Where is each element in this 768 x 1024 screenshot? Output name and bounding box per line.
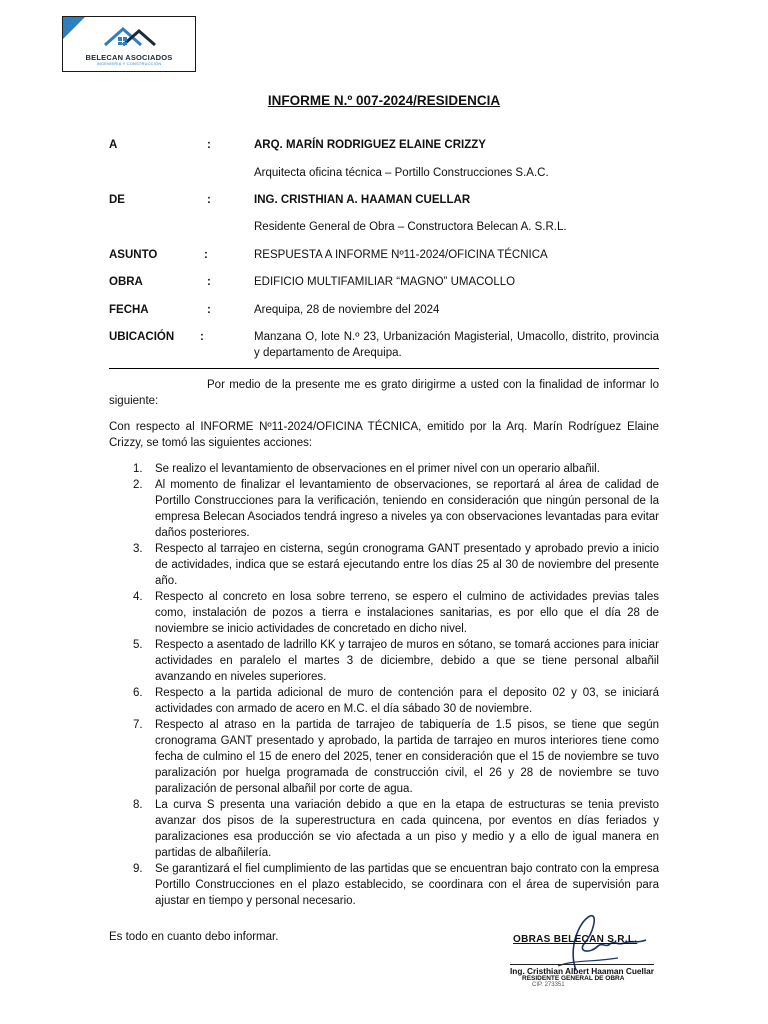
action-item-text: Respecto al tarrajeo en cisterna, según cronograma GANT presentado y aprobado previo a inicio de actividades, indica que se estará ejecutando entre los días 25 al 30 de noviembre del presente año. [155, 543, 659, 587]
colon: : [207, 194, 211, 206]
value-de-sub: Residente General de Obra – Constructora Belecan A. S.R.L. [254, 221, 567, 233]
signature-role: RESIDENTE GENERAL DE OBRA [522, 975, 625, 982]
action-item-text: Se garantizará el fiel cumplimiento de las partidas que se encuentran bajo contrato con la empresa Portillo Construcciones en el plazo establecido, se coordinara con el área de supervisión para ajustar en tiempo y personal necesario. [155, 863, 659, 907]
label-de: DE [109, 194, 125, 206]
action-item-text: Respecto al atraso en la partida de tarrajeo de tabiquería de 1.5 pisos, se tiene que según cronograma GANT presentado y aprobado, la partida de tarrajeo en muros interiores tiene como fecha de culmino el 15 de enero del 2025, tener en consideración que el 15 de noviembre se tuvo paralización por huelga programada de construcción civil, el 26 y 28 de noviembre se tuvo paralización de personal albañil por corte de agua. [155, 719, 659, 795]
value-de: ING. CRISTHIAN A. HAAMAN CUELLAR [254, 194, 471, 206]
action-list [109, 461, 659, 909]
colon: : [207, 139, 211, 151]
action-item-number: 4. [133, 591, 143, 603]
label-fecha: FECHA [109, 304, 149, 316]
action-item-number: 9. [133, 863, 143, 875]
action-item-number: 7. [133, 719, 143, 731]
action-item-number: 1. [133, 463, 143, 475]
action-item [109, 685, 659, 717]
action-item [109, 717, 659, 797]
label-ubicacion: UBICACIÓN [109, 331, 175, 343]
label-asunto: ASUNTO [109, 249, 158, 261]
signature-company: OBRAS BELECAN S.R.L. [513, 934, 638, 945]
action-item-text: La curva S presenta una variación debido a que en la etapa de estructuras se tenia previsto avanzar dos pisos de la superestructura en cada quincena, por eventos en días feriados y paralizaciones esa producción se vio afectada a un piso y medio y a ello de igual manera en partidas de albañilería. [155, 799, 659, 859]
house-roof-icon [103, 23, 159, 51]
action-item-text: Respecto a asentado de ladrillo KK y tarrajeo de muros en sótano, se tomará acciones para iniciar actividades en paralelo el martes 3 de diciembre, debido a que se tiene personal albañil avanzando en niveles superiores. [155, 639, 659, 683]
action-item [109, 861, 659, 909]
value-a: ARQ. MARÍN RODRIGUEZ ELAINE CRIZZY [254, 139, 486, 151]
label-a: A [109, 139, 118, 151]
closing-line: Es todo en cuanto debo informar. [109, 931, 279, 943]
report-title: INFORME N.º 007-2024/RESIDENCIA [267, 93, 501, 108]
value-ubicacion: Manzana O, lote N.º 23, Urbanización Magisterial, Umacollo, distrito, provincia y departamento de Arequipa. [254, 331, 659, 359]
logo-corner-accent [63, 17, 85, 39]
action-item-text: Se realizo el levantamiento de observaciones en el primer nivel con un operario albañil. [155, 463, 600, 475]
value-a-sub: Arquitecta oficina técnica – Portillo Construcciones S.A.C. [254, 167, 549, 179]
action-item [109, 461, 659, 477]
action-item-text: Respecto a la partida adicional de muro de contención para el deposito 02 y 03, se iniciará actividades con armado de acero en M.C. el día sábado 30 de noviembre. [155, 687, 659, 715]
action-item-number: 3. [133, 543, 143, 555]
value-obra: EDIFICIO MULTIFAMILIAR “MAGNO” UMACOLLO [254, 276, 516, 288]
company-logo [62, 16, 196, 72]
action-item-number: 2. [133, 479, 143, 491]
action-item-number: 8. [133, 799, 143, 811]
colon: : [200, 331, 204, 343]
signature-cip: CIP. 273351 [532, 982, 565, 988]
action-item [109, 589, 659, 637]
action-item-text: Respecto al concreto en losa sobre terreno, se espero el culmino de actividades previas tales como, instalación de pozos a tierra e instalaciones sanitarias, es por ello que el día 28 de noviembre se inicio actividades de concretado en dicho nivel. [155, 591, 659, 635]
logo-company-name: BELECAN ASOCIADOS [85, 53, 173, 62]
value-asunto: RESPUESTA A INFORME Nº11-2024/OFICINA TÉCNICA [254, 249, 548, 261]
value-fecha: Arequipa, 28 de noviembre del 2024 [254, 304, 440, 316]
logo-tagline: INGENIERIA Y CONSTRUCCIÓN [96, 62, 162, 66]
signature-stamp [498, 910, 658, 1000]
action-item-number: 5. [133, 639, 143, 651]
action-item [109, 477, 659, 541]
action-item-text: Al momento de finalizar el levantamiento de observaciones, se reportará al área de calidad de Portillo Construcciones para la verificación, teniendo en consideración que ningún personal de la empresa Belecan Asociados tendrá ingreso a niveles ya con observaciones levantadas para evitar daños posteriores. [155, 479, 659, 539]
action-item [109, 637, 659, 685]
label-obra: OBRA [109, 276, 143, 288]
colon: : [207, 276, 211, 288]
context-paragraph: Con respecto al INFORME Nº11-2024/OFICINA TÉCNICA, emitido por la Arq. Marín Rodríguez Elaine Crizzy, se tomó las siguientes acciones: [109, 421, 659, 449]
action-item-number: 6. [133, 687, 143, 699]
colon: : [207, 304, 211, 316]
action-item [109, 797, 659, 861]
colon: : [204, 249, 208, 261]
action-item [109, 541, 659, 589]
signature-name: Ing. Cristhian Albert Haaman Cuellar [510, 966, 654, 976]
header-divider [109, 368, 659, 369]
intro-paragraph: Por medio de la presente me es grato dirigirme a usted con la finalidad de informar lo siguiente: [109, 379, 659, 407]
